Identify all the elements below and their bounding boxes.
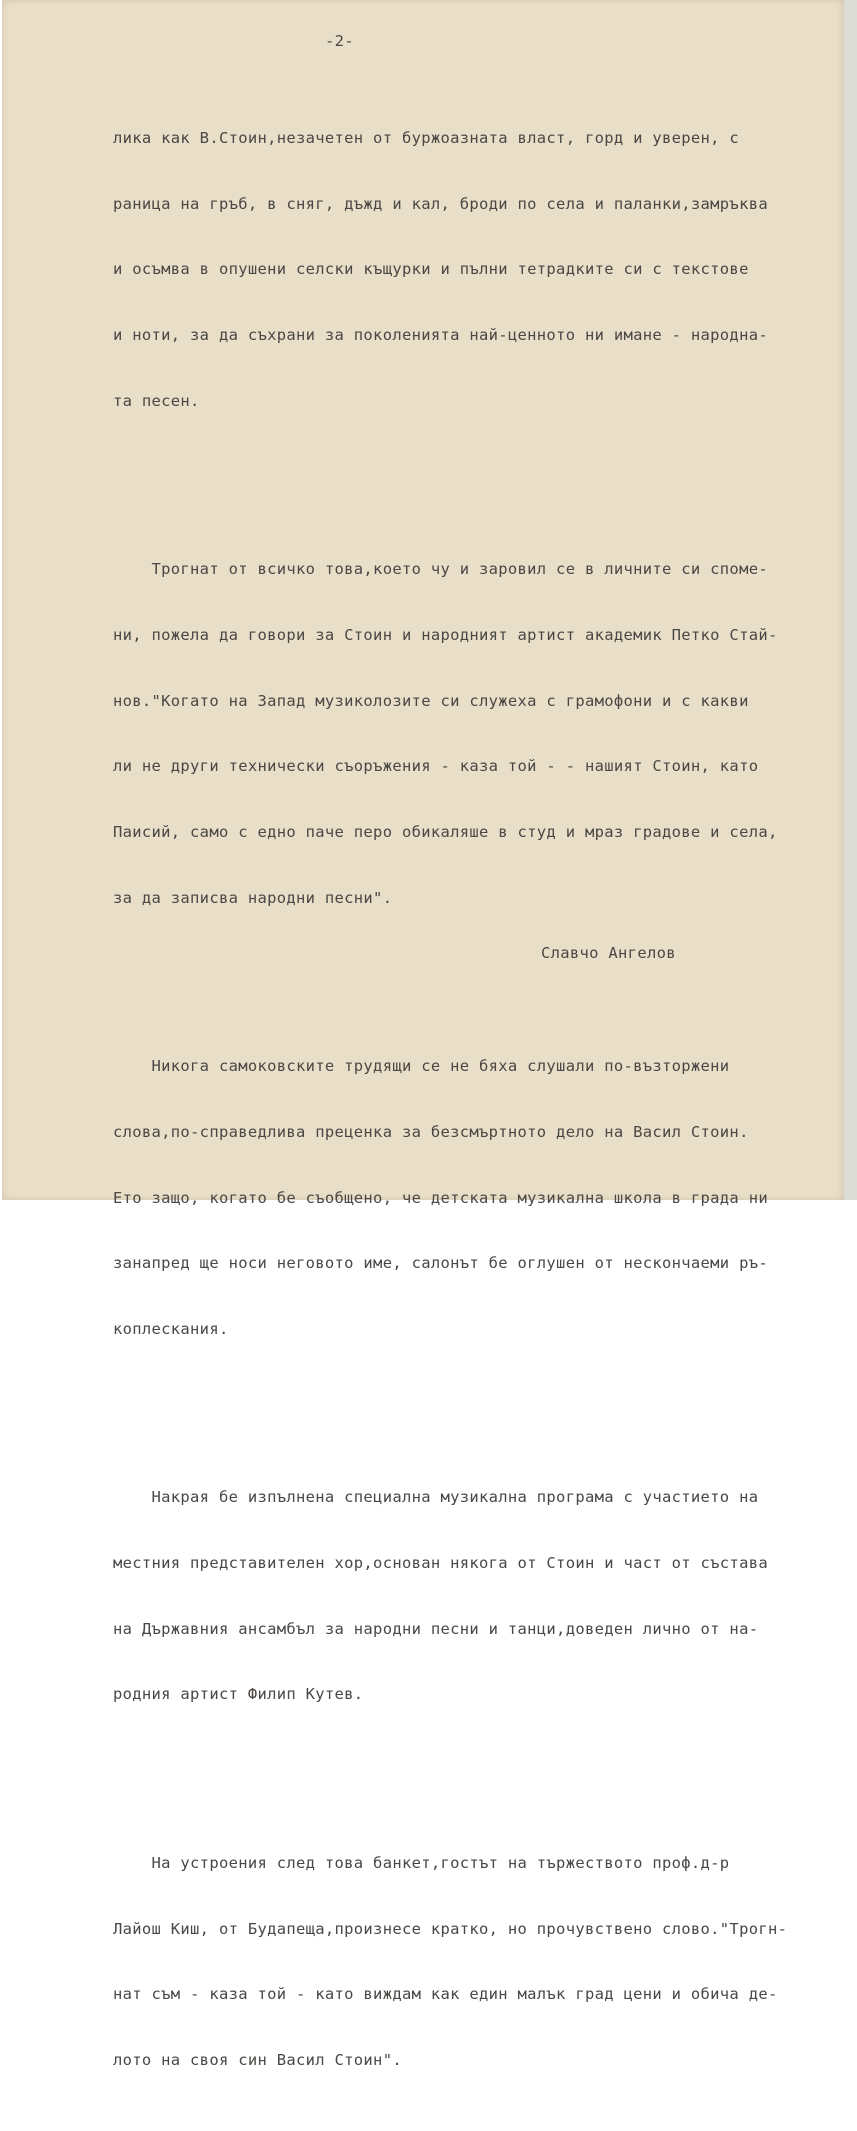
paragraph-gap <box>113 1416 787 1426</box>
paragraph <box>113 528 787 953</box>
scan-edge <box>844 0 857 1200</box>
author-signature: Славчо Ангелов <box>541 944 676 962</box>
paragraph <box>113 1456 787 1750</box>
text-line: нат съм - каза той - като виждам как един малък град цени и обича де- <box>113 1985 778 2004</box>
text-line: Паисий, само с едно паче перо обикаляше в студ и мраз градове и села, <box>113 822 778 841</box>
document-body <box>113 66 787 2131</box>
paragraph <box>113 1025 787 1384</box>
text-line: Накрая бе изпълнена специална музикална програма с участието на <box>113 1488 759 1507</box>
paragraph <box>113 97 787 456</box>
text-line: родния артист Филип Кутев. <box>113 1685 364 1704</box>
text-line: местния представителен хор,основан някога от Стоин и част от състава <box>113 1554 768 1573</box>
text-line: лото на своя син Васил Стоин". <box>113 2051 402 2069</box>
page-number: -2- <box>325 32 354 50</box>
text-line: нов."Когато на Запад музиколозите си служеха с грамофони и с какви <box>113 691 749 710</box>
text-line: Ето защо, когато бе съобщено, че детската музикална школа в града ни <box>113 1188 768 1207</box>
text-line: и ноти, за да съхрани за поколенията най-ценното ни имане - народна- <box>113 326 768 345</box>
text-line: та песен. <box>113 391 200 410</box>
text-line: раница на гръб, в сняг, дъжд и кал, броди по села и паланки,замръква <box>113 194 768 213</box>
paragraph <box>113 1822 787 2116</box>
paragraph-gap <box>113 1781 787 1791</box>
text-line: слова,по-справедлива преценка за безсмъртното дело на Васил Стоин. <box>113 1122 749 1141</box>
text-line: ли не други технически съоръжения - каза той - - нашият Стоин, като <box>113 757 759 776</box>
text-line: На устроения след това банкет,гостът на тържеството проф.д-р <box>113 1853 730 1872</box>
text-line: за да записва народни песни". <box>113 888 393 907</box>
paragraph-gap <box>113 487 787 497</box>
text-line: и осъмва в опушени селски къщурки и пълни тетрадките си с текстове <box>113 260 749 279</box>
text-line: Трогнат от всичко това,което чу и заровил се в личните си споме- <box>113 560 768 579</box>
text-line: лика как В.Стоин,незачетен от буржоазната власт, горд и уверен, с <box>113 129 740 147</box>
text-line: Никога самоковските трудящи се не бяха слушали по-възторжени <box>113 1057 730 1076</box>
text-line: занапред ще носи неговото име, салонът бе оглушен от нескончаеми ръ- <box>113 1254 768 1273</box>
paragraph-gap <box>113 984 787 994</box>
text-line: ни, пожела да говори за Стоин и народният артист академик Петко Стай- <box>113 625 778 644</box>
text-line: на Държавния ансамбъл за народни песни и танци,доведен лично от на- <box>113 1619 759 1638</box>
text-line: коплескания. <box>113 1319 229 1338</box>
text-line: Лайош Киш, от Будапеща,произнесе кратко, но прочувствено слово."Трогн- <box>113 1919 788 1938</box>
